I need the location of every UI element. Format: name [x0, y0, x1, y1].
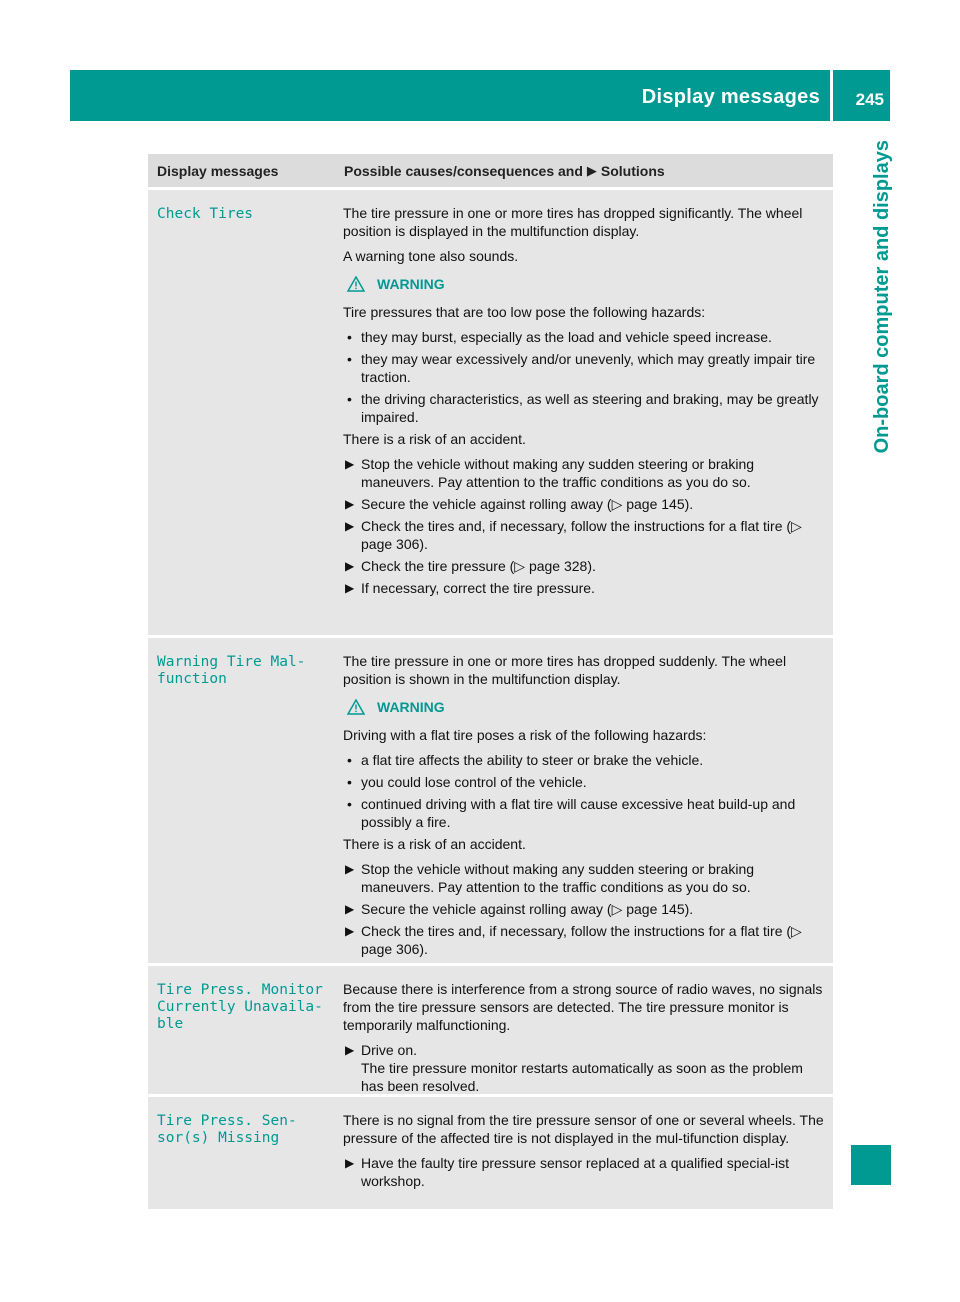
step-arrow-icon: ▶ — [345, 497, 355, 511]
row-intro: The tire pressure in one or more tires has dropped suddenly. The wheel position is shown in the multifunction display. — [343, 653, 787, 687]
step-text: Check the tires and, if necessary, follow the instructions for a flat tire (▷ page 306). — [361, 518, 802, 552]
bullet-text: you could lose control of the vehicle. — [361, 774, 587, 790]
step-text: Stop the vehicle without making any sudden steering or braking maneuvers. Pay attention to the traffic conditions as you do so. — [361, 861, 755, 895]
step-item — [345, 900, 825, 918]
step-arrow-icon: ▶ — [345, 559, 355, 573]
list-item: • you could lose control of the vehicle. — [347, 774, 587, 790]
hazard-intro: Tire pressures that are too low pose the following hazards: — [343, 304, 706, 320]
list-item: • a flat tire affects the ability to steer or brake the vehicle. — [347, 752, 704, 768]
step-text: Check the tires and, if necessary, follow the instructions for a flat tire (▷ page 306). — [361, 923, 802, 957]
step-item — [345, 579, 825, 597]
step-arrow-icon: ▶ — [345, 902, 355, 916]
step-arrow-icon: ▶ — [345, 1043, 355, 1057]
warning-triangle-icon — [347, 276, 365, 292]
table-header — [148, 154, 833, 187]
col-header-messages: Display messages — [157, 162, 279, 179]
step-item — [345, 1154, 825, 1190]
row-intro: The tire pressure in one or more tires has dropped significantly. The wheel position is displayed in the multifunction display. — [343, 205, 803, 239]
arrow-right-icon: ▶ — [586, 162, 597, 178]
step-item — [345, 860, 825, 896]
table-row — [148, 966, 833, 1094]
step-item — [345, 517, 825, 553]
table-row — [148, 1097, 833, 1209]
row-intro: There is no signal from the tire pressure sensor of one or several wheels. The pressure of the affected tire is not displayed in the mul-tifunction display. — [343, 1112, 824, 1146]
step-arrow-icon: ▶ — [345, 519, 355, 533]
warning-heading — [347, 275, 825, 293]
bullet-text: the driving characteristics, as well as steering and braking, may be greatly impaired. — [361, 391, 819, 425]
section-title: Display messages — [641, 86, 820, 108]
risk-text: There is a risk of an accident. — [343, 836, 526, 852]
table-row — [148, 190, 833, 635]
warning-heading — [347, 698, 825, 716]
step-item — [345, 557, 825, 575]
bullet-text: they may burst, especially as the load and vehicle speed increase. — [361, 329, 772, 345]
chapter-title: On-board computer and displays — [871, 140, 893, 454]
col-header-causes — [344, 163, 833, 179]
step-text: Check the tire pressure (▷ page 328). — [361, 558, 596, 574]
step-item — [345, 495, 825, 513]
step-text: Stop the vehicle without making any sudden steering or braking maneuvers. Pay attention to the traffic conditions as you do so. — [361, 456, 755, 490]
hazard-intro: Driving with a flat tire poses a risk of the following hazards: — [343, 727, 707, 743]
step-block — [361, 1041, 825, 1095]
step-arrow-icon: ▶ — [345, 924, 355, 938]
step-text: Secure the vehicle against rolling away (▷ page 145). — [361, 901, 694, 917]
warning-label: WARNING — [377, 276, 445, 292]
step-title: Drive on. — [361, 1042, 418, 1058]
message-code: Tire Press. Monitor Currently Unavaila‐ ble — [157, 982, 323, 1032]
list-item: • they may burst, especially as the load and vehicle speed increase. — [347, 329, 772, 345]
step-item — [345, 455, 825, 491]
bullet-text: continued driving with a flat tire will cause excessive heat build-up and possibly a fire. — [361, 796, 796, 830]
row-intro-2: A warning tone also sounds. — [343, 248, 519, 264]
page-number: 245 — [855, 90, 884, 109]
message-code: Warning Tire Mal‐ function — [157, 654, 306, 687]
step-arrow-icon: ▶ — [345, 862, 355, 876]
chapter-marker — [851, 1145, 891, 1185]
step-arrow-icon: ▶ — [345, 457, 355, 471]
warning-triangle-icon — [347, 699, 365, 715]
chapter-side-tab — [851, 140, 891, 560]
row-intro: Because there is interference from a strong source of radio waves, no signals from the tire pressure sensors are detected. The tire pressure monitor is temporarily malfunctioning. — [343, 981, 823, 1033]
step-item — [345, 1041, 825, 1095]
table-row — [148, 638, 833, 963]
col-header-causes-text: Possible causes/consequences and — [344, 162, 583, 179]
step-text: If necessary, correct the tire pressure. — [361, 580, 595, 596]
display-messages-table — [148, 154, 833, 1209]
step-item — [345, 922, 825, 958]
list-item: • continued driving with a flat tire will cause excessive heat build-up and possibly a fire. — [347, 795, 825, 831]
bullet-text: they may wear excessively and/or unevenly, which may greatly impair tire traction. — [361, 351, 816, 385]
header-divider — [830, 70, 833, 121]
bullet-text: a flat tire affects the ability to steer or brake the vehicle. — [361, 752, 704, 768]
col-header-solutions-text: Solutions — [600, 162, 665, 179]
list-item: • they may wear excessively and/or unevenly, which may greatly impair tire traction. — [347, 350, 825, 386]
message-code: Check Tires — [157, 206, 254, 222]
risk-text: There is a risk of an accident. — [343, 431, 526, 447]
warning-label: WARNING — [377, 699, 445, 715]
step-text: Have the faulty tire pressure sensor replaced at a qualified special-ist workshop. — [361, 1155, 789, 1189]
step-text: The tire pressure monitor restarts automatically as soon as the problem has been resolved. — [361, 1060, 803, 1094]
page-header — [70, 70, 890, 121]
message-code: Tire Press. Sen‐ sor(s) Missing — [157, 1113, 297, 1146]
step-text: Secure the vehicle against rolling away (▷ page 145). — [361, 496, 694, 512]
step-arrow-icon: ▶ — [345, 1156, 355, 1170]
list-item: • the driving characteristics, as well as steering and braking, may be greatly impaired. — [347, 390, 825, 426]
step-arrow-icon: ▶ — [345, 581, 355, 595]
